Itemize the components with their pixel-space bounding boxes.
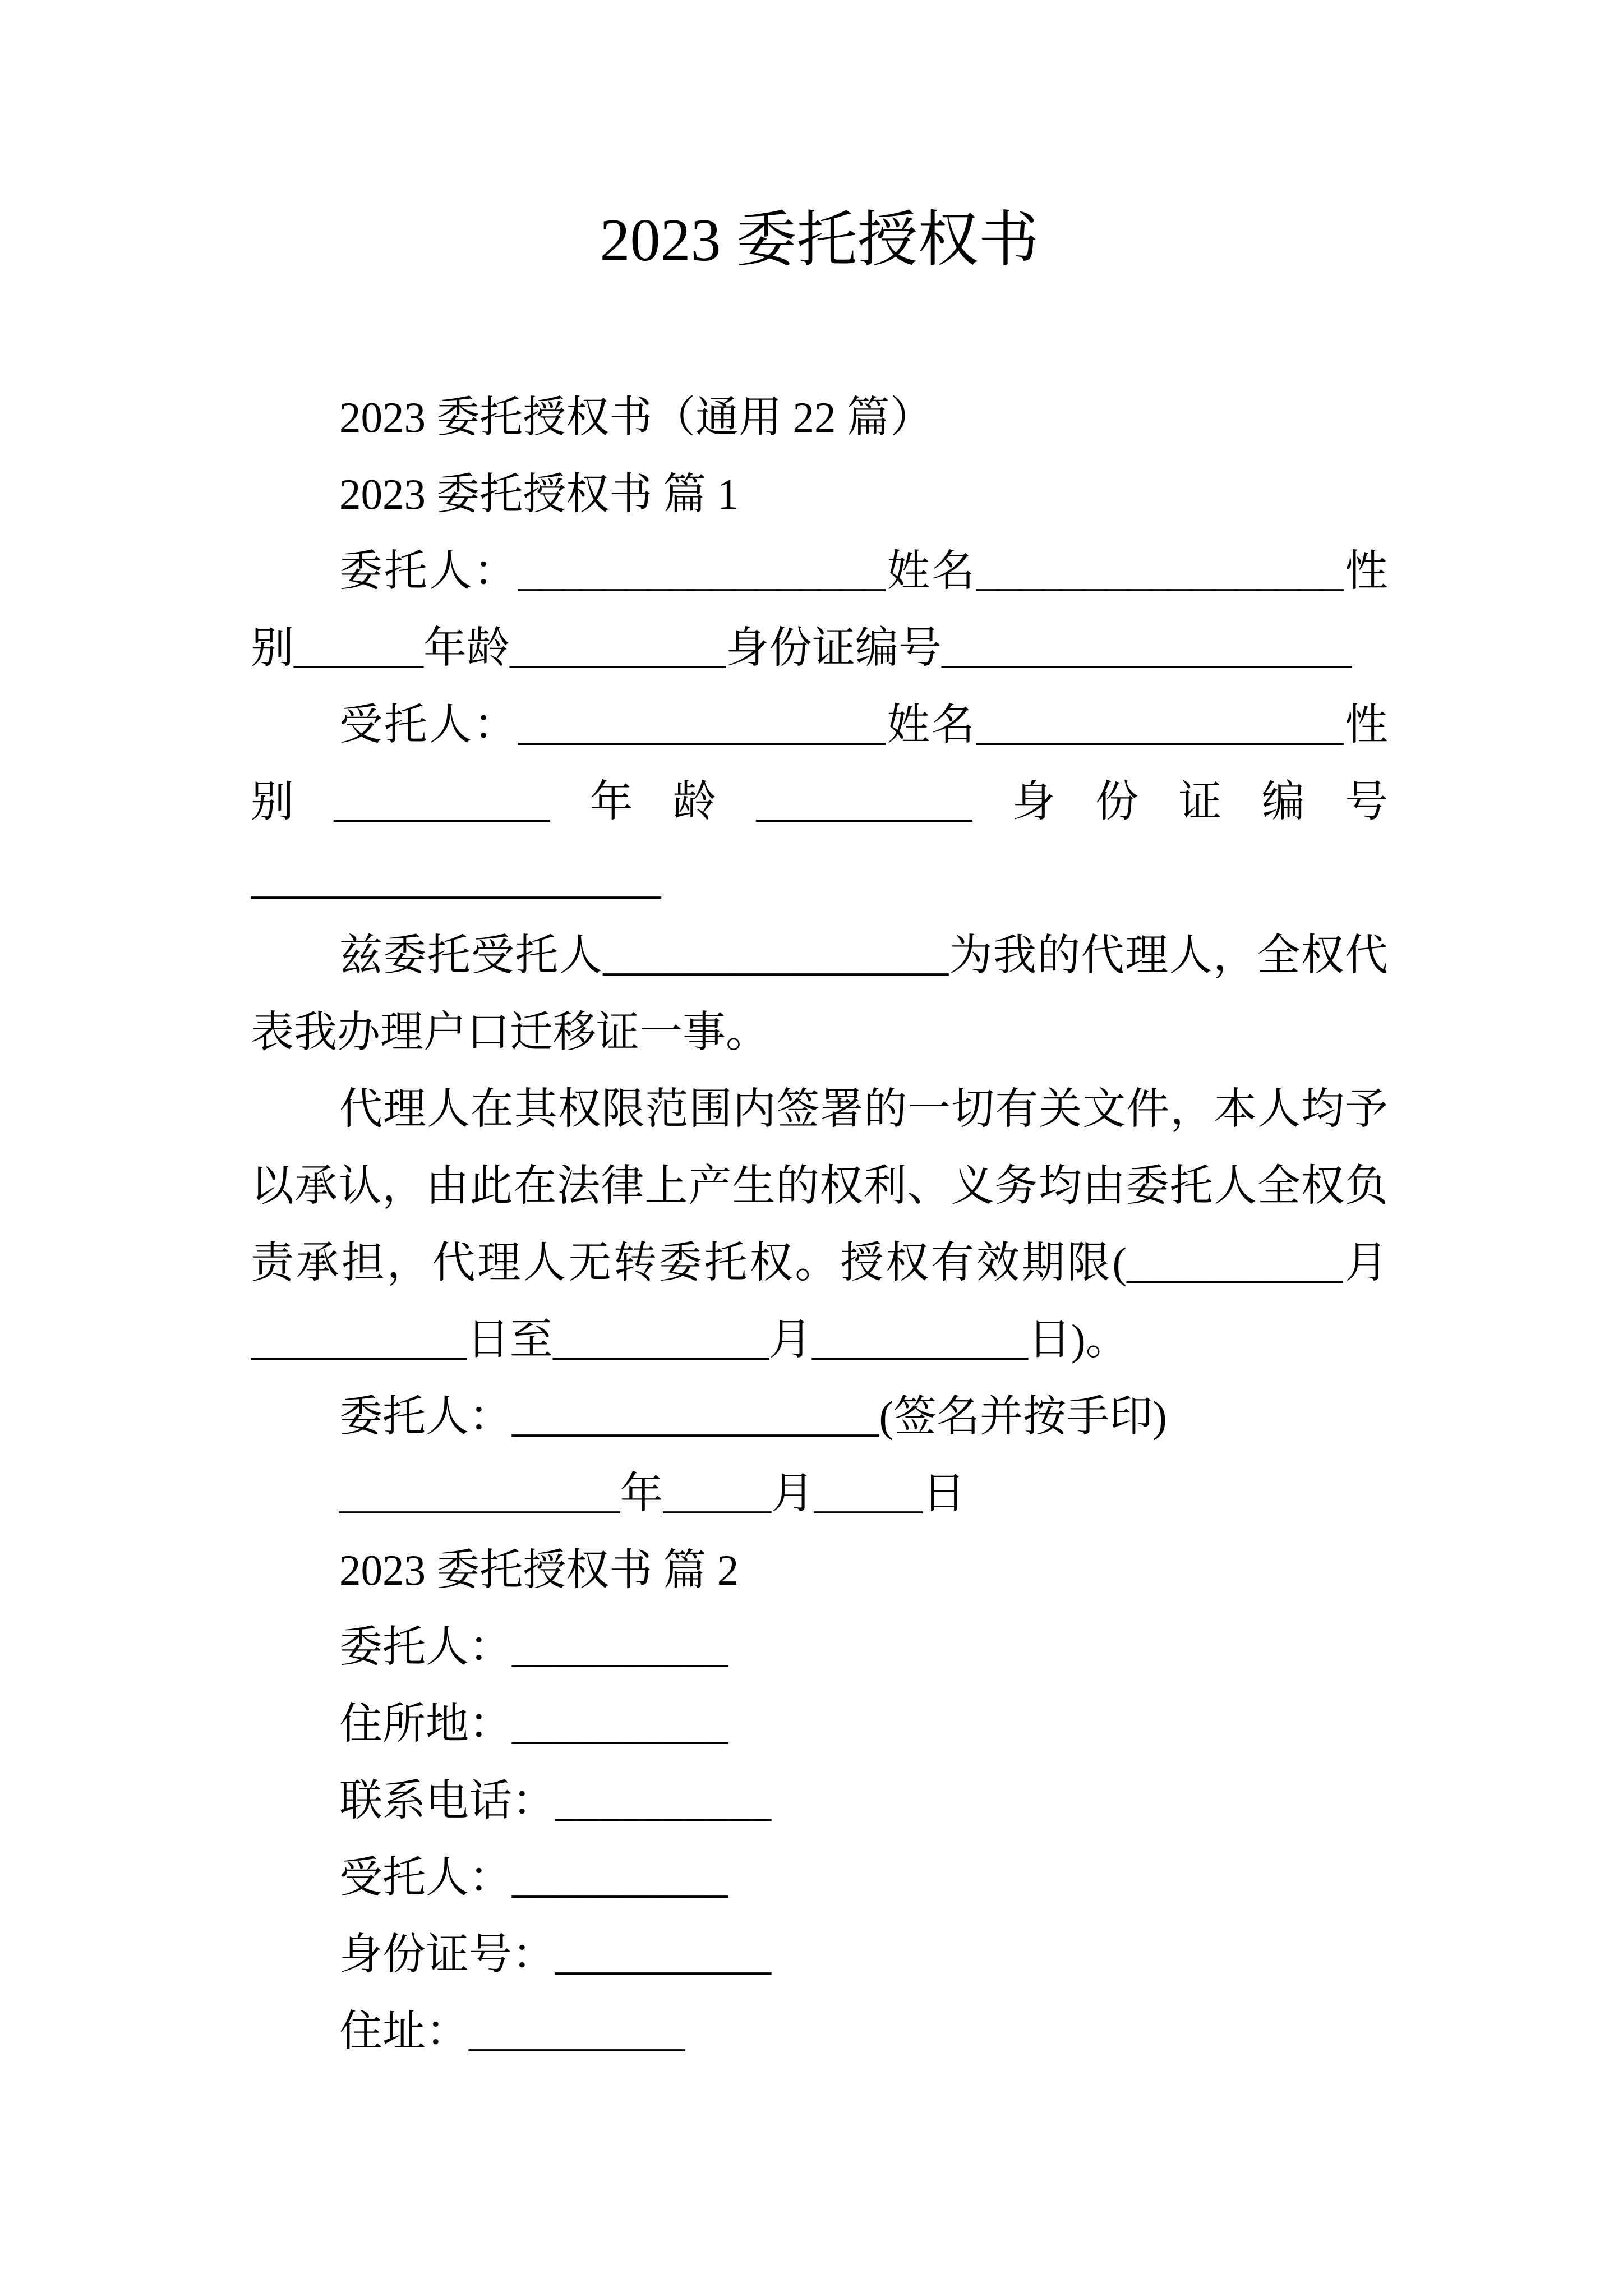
section-heading-1: 2023 委托授权书 篇 1 (339, 470, 739, 518)
document-body (251, 379, 1388, 2070)
liability-paragraph-line-4: __________日至__________月__________日)。 (251, 1315, 1129, 1364)
section-2 (251, 1532, 1388, 2070)
signature-date-line: _____________年_____月_____日 (339, 1469, 966, 1517)
agent-info-line-3: ___________________ (251, 854, 661, 903)
field-blank: __________ (512, 1623, 728, 1671)
field-blank: __________ (555, 1930, 771, 1978)
section-1 (251, 456, 1388, 1532)
field-label: 身份证号： (339, 1930, 555, 1978)
principal-signature-line: 委托人：_________________(签名并按手印) (339, 1392, 1167, 1441)
id-number-field (251, 1916, 1388, 1993)
field-label: 住所地： (339, 1700, 512, 1748)
field-label: 受托人： (339, 1853, 512, 1902)
principal-info-line-1: 委托人：_________________姓名_________________性 (339, 547, 1388, 595)
document-subtitle: 2023 委托授权书（通用 22 篇） (339, 393, 933, 441)
field-label: 联系电话： (339, 1777, 555, 1825)
address-field (251, 1993, 1388, 2070)
liability-paragraph-line-1: 代理人在其权限范围内签署的一切有关文件，本人均予 (339, 1085, 1388, 1133)
phone-field (251, 1763, 1388, 1839)
authorization-paragraph-line-2: 表我办理户口迁移证一事。 (251, 1008, 769, 1056)
principal-field (251, 1609, 1388, 1686)
field-blank: __________ (512, 1700, 728, 1748)
liability-paragraph-line-2: 以承认，由此在法律上产生的权利、义务均由委托人全权负 (251, 1162, 1388, 1210)
liability-paragraph-line-3: 责承担，代理人无转委托权。授权有效期限(__________月 (251, 1239, 1388, 1287)
document-title: 2023 委托授权书 (600, 207, 1039, 274)
agent-info-line-2: 别__________年龄__________身份证编号 (251, 777, 1388, 826)
section-heading-2: 2023 委托授权书 篇 2 (339, 1546, 739, 1594)
principal-info-line-2: 别______年龄__________身份证编号___________________ (251, 624, 1352, 672)
agent-info-line-1: 受托人：_________________姓名_________________性 (339, 701, 1388, 749)
field-label: 住址： (339, 2007, 469, 2055)
field-blank: __________ (512, 1853, 728, 1902)
agent-field (251, 1839, 1388, 1916)
authorization-paragraph-line-1: 兹委托受托人________________为我的代理人，全权代 (339, 931, 1388, 979)
field-label: 委托人： (339, 1623, 512, 1671)
field-blank: __________ (555, 1777, 771, 1825)
residence-field (251, 1686, 1388, 1763)
field-blank: __________ (469, 2007, 685, 2055)
